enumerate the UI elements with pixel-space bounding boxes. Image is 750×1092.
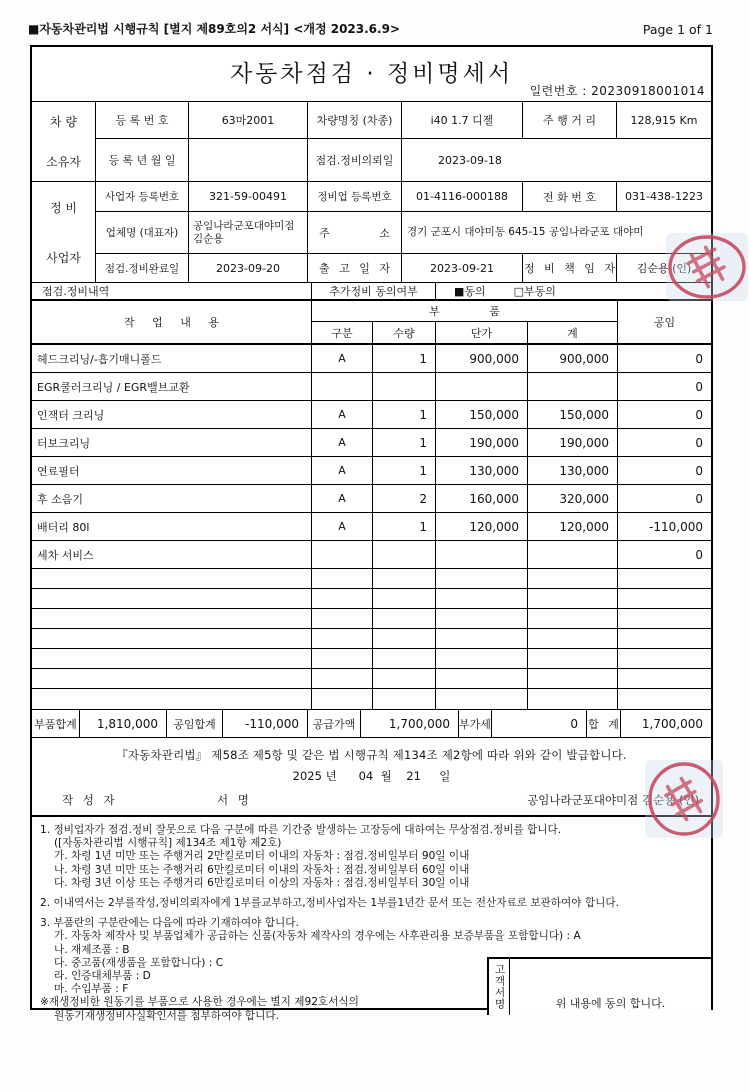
work-unit-price: 900,000 xyxy=(436,345,528,372)
note-1: 1. 정비업자가 점검.정비 잘못으로 다음 구분에 따른 기간중 발생하는 고장등에 대하여는 무상점검.정비를 합니다. xyxy=(40,824,562,836)
manager-value: 김순용 (인) xyxy=(636,262,692,275)
work-unit-price xyxy=(436,373,528,400)
shop-label-top: 정 비 xyxy=(50,200,77,215)
work-name: 세차 서비스 xyxy=(32,541,312,568)
work-total: 120,000 xyxy=(528,513,618,540)
signature-label: 고객서명 xyxy=(489,959,510,1015)
note-1-ref: ([자동차관리법 시행규칙] 제134조 제1항 제2호) xyxy=(54,837,282,850)
work-unit-price: 150,000 xyxy=(436,401,528,428)
vat-label: 부가세 xyxy=(459,710,492,737)
serial-number: 일련번호 : 20230918001014 xyxy=(529,84,705,98)
complete-date-value: 2023-09-20 xyxy=(189,254,308,282)
work-labor: 0 xyxy=(695,547,703,562)
qty-col-header: 수량 xyxy=(373,322,436,343)
work-unit-price xyxy=(436,541,528,568)
empty-work-row xyxy=(32,569,711,589)
biz-no-value: 321-59-00491 xyxy=(189,182,308,211)
work-qty: 1 xyxy=(373,457,436,484)
disagree-checkbox: □부동의 xyxy=(513,285,556,298)
work-type: A xyxy=(312,345,373,372)
agree-checkbox: ■동의 xyxy=(454,285,486,298)
company-value: 공임나라군포대야미점 김순용 xyxy=(189,212,308,253)
parts-col-header: 부 품 xyxy=(312,301,617,322)
issue-date: 2025 년 04 월 21 일 xyxy=(292,769,451,783)
note-3-item: 나. 재제조품 : B xyxy=(54,943,130,956)
phone-value: 031-438-1223 xyxy=(625,190,703,203)
top-meta-row xyxy=(28,20,713,37)
vehicle-row-1 xyxy=(96,102,711,139)
notes-box xyxy=(32,815,711,1022)
form-outer-box xyxy=(30,45,713,1022)
empty-work-row xyxy=(32,649,711,669)
shop-row-1 xyxy=(96,182,711,212)
reg-date-value xyxy=(189,139,308,181)
work-labor: -110,000 xyxy=(649,519,703,534)
work-qty: 1 xyxy=(373,345,436,372)
work-row xyxy=(32,541,711,569)
work-type: A xyxy=(312,457,373,484)
request-date-label: 점검.정비의뢰일 xyxy=(308,139,402,181)
issue-block xyxy=(32,738,711,815)
seal-stamp-icon xyxy=(666,233,748,301)
company-label: 업체명 (대표자) xyxy=(96,212,189,253)
document-title: 자동차점검 · 정비명세서 xyxy=(229,61,514,87)
empty-work-row xyxy=(32,669,711,689)
issue-writer-row xyxy=(32,792,711,808)
parts-total-label: 부품합계 xyxy=(32,710,80,737)
work-total: 320,000 xyxy=(528,485,618,512)
work-row xyxy=(32,485,711,513)
work-type: A xyxy=(312,485,373,512)
manager-label: 정 비 책 임 자 xyxy=(523,254,617,282)
work-unit-price: 120,000 xyxy=(436,513,528,540)
note-4a: ※재생정비한 원동기를 부품으로 사용한 경우에는 별지 제92호서식의 xyxy=(40,996,359,1009)
title-block xyxy=(32,47,711,102)
address-value: 경기 군포시 대야미동 645-15 공임나라군포 대야미 xyxy=(407,226,644,238)
complete-date-label: 점검.정비완료일 xyxy=(96,254,189,282)
address-label: 주 소 xyxy=(308,212,402,253)
consent-label: 추가정비 동의여부 xyxy=(312,283,436,299)
detail-label: 점검.정비내역 xyxy=(32,283,312,299)
work-labor: 0 xyxy=(695,351,703,366)
work-unit-price: 190,000 xyxy=(436,429,528,456)
grand-total-value: 1,700,000 xyxy=(641,716,703,731)
supply-label: 공급가액 xyxy=(308,710,361,737)
note-3: 3. 부품란의 구분란에는 다음에 따라 기재하여야 합니다. xyxy=(40,917,299,930)
model-value: i40 1.7 디젤 xyxy=(402,102,523,138)
work-table-header xyxy=(32,301,711,345)
empty-work-row xyxy=(32,609,711,629)
issue-statement: 『자동차관리법』 제58조 제5항 및 같은 법 시행규칙 제134조 제2항에 따라 위와 같이 발급합니다. xyxy=(116,748,627,762)
shop-row-3 xyxy=(96,254,711,282)
shop-section-label xyxy=(32,182,96,282)
work-type: A xyxy=(312,401,373,428)
vehicle-owner-section xyxy=(32,102,711,182)
work-labor: 0 xyxy=(695,435,703,450)
mileage-label: 주 행 거 리 xyxy=(523,102,617,138)
work-name: 배터리 80l xyxy=(32,513,312,540)
empty-work-row xyxy=(32,689,711,709)
note-2: 2. 이내역서는 2부를작성,정비의뢰자에게 1부를교부하고,정비사업자는 1부를1년간 문서 또는 전산자료로 보관하여야 합니다. xyxy=(40,897,619,910)
signature-area xyxy=(510,959,711,1015)
mileage-value: 128,915 Km xyxy=(630,113,698,127)
work-row xyxy=(32,401,711,429)
work-name: 연료필터 xyxy=(32,457,312,484)
work-name: 터보크리닝 xyxy=(32,429,312,456)
release-date-label: 출 고 일 자 xyxy=(308,254,402,282)
work-row xyxy=(32,457,711,485)
labor-total-value: -110,000 xyxy=(223,710,308,737)
seal-stamp-icon xyxy=(645,760,723,838)
note-1-item: 다. 차령 3년 이상 또는 주행거리 6만킬로미터 이상의 자동차 : 점검.정비일부터 30일 이내 xyxy=(54,876,470,889)
labor-total-label: 공임합계 xyxy=(167,710,223,737)
work-total: 130,000 xyxy=(528,457,618,484)
work-labor: 0 xyxy=(695,491,703,506)
work-total xyxy=(528,373,618,400)
labor-col-header: 공임 xyxy=(653,316,676,329)
note-1-item: 나. 차령 3년 미만 또는 주행거리 6만킬로미터 이내의 자동차 : 점검.정비일부터 60일 이내 xyxy=(54,863,470,876)
work-type: A xyxy=(312,429,373,456)
work-qty xyxy=(373,373,436,400)
work-labor: 0 xyxy=(695,407,703,422)
work-unit-price: 160,000 xyxy=(436,485,528,512)
unit-col-header: 단가 xyxy=(436,322,528,343)
type-col-header: 구분 xyxy=(312,322,373,343)
work-qty xyxy=(373,541,436,568)
work-row xyxy=(32,429,711,457)
note-3-item: 가. 자동차 제작사 및 부품업체가 공급하는 신품(자동차 제작사의 경우에는 사후관리용 보증부품을 포함합니다) : A xyxy=(54,930,581,943)
note-3-item: 다. 중고품(재생품을 포함합니다) : C xyxy=(54,956,224,969)
phone-label: 전 화 번 호 xyxy=(523,182,617,211)
seal-stamp-manager xyxy=(666,233,748,301)
shop-row-2 xyxy=(96,212,711,254)
model-label: 차량명칭 (차종) xyxy=(308,102,402,138)
work-col-header: 작 업 내 용 xyxy=(32,301,312,343)
request-date-value: 2023-09-18 xyxy=(438,153,502,167)
issuer-name: 공임나라군포대야미점 김순용 (인) xyxy=(527,793,699,807)
work-name: EGR쿨러크리닝 / EGR밸브교환 xyxy=(32,373,312,400)
shop-reg-value: 01-4116-000188 xyxy=(402,182,523,211)
empty-work-row xyxy=(32,629,711,649)
shop-section xyxy=(32,182,711,283)
page-indicator: Page 1 of 1 xyxy=(642,22,713,37)
work-name: 헤드크리닝/-흡기매니폴드 xyxy=(32,345,312,372)
work-total: 190,000 xyxy=(528,429,618,456)
work-unit-price: 130,000 xyxy=(436,457,528,484)
work-name: 인잭터 크리닝 xyxy=(32,401,312,428)
reg-no-value: 63마2001 xyxy=(189,102,308,138)
note-1-item: 가. 차령 1년 미만 또는 주행거리 2만킬로미터 이내의 자동차 : 점검.정비일부터 90일 이내 xyxy=(54,850,470,863)
detail-header-row xyxy=(32,283,711,301)
work-row xyxy=(32,513,711,541)
work-labor: 0 xyxy=(695,463,703,478)
biz-no-label: 사업자 등록번호 xyxy=(96,182,189,211)
note-3-item: 마. 수입부품 : F xyxy=(54,983,129,996)
writer-label: 작 성 자 xyxy=(62,793,115,807)
work-row xyxy=(32,345,711,373)
owner-label-bottom: 소유자 xyxy=(46,154,81,169)
grand-total-label: 합 계 xyxy=(587,710,621,737)
totals-row xyxy=(32,709,711,738)
work-type: A xyxy=(312,513,373,540)
work-type xyxy=(312,373,373,400)
form-reference: ■자동차관리법 시행규칙 [별지 제89호의2 서식] <개정 2023.6.9> xyxy=(28,22,400,36)
reg-date-label: 등 록 년 월 일 xyxy=(96,139,189,181)
work-row xyxy=(32,373,711,401)
vehicle-row-2 xyxy=(96,139,711,181)
shop-reg-label: 정비업 등록번호 xyxy=(308,182,402,211)
customer-signature-box xyxy=(487,957,711,1015)
note-4b: 원동기재생정비사실확인서를 첨부하여야 합니다. xyxy=(54,1009,280,1022)
work-qty: 2 xyxy=(373,485,436,512)
work-total xyxy=(528,541,618,568)
work-qty: 1 xyxy=(373,513,436,540)
reg-no-label: 등 록 번 호 xyxy=(96,102,189,138)
parts-total-value: 1,810,000 xyxy=(80,710,167,737)
work-total: 900,000 xyxy=(528,345,618,372)
owner-section-label xyxy=(32,102,96,181)
work-type xyxy=(312,541,373,568)
release-date-value: 2023-09-21 xyxy=(402,254,523,282)
work-qty: 1 xyxy=(373,429,436,456)
owner-label-top: 차 량 xyxy=(50,115,77,130)
work-labor: 0 xyxy=(695,379,703,394)
work-total: 150,000 xyxy=(528,401,618,428)
supply-value: 1,700,000 xyxy=(361,710,459,737)
sign-label: 서 명 xyxy=(217,793,249,807)
seal-stamp-issuer xyxy=(645,760,723,838)
work-name: 후 소음기 xyxy=(32,485,312,512)
vat-value: 0 xyxy=(492,710,587,737)
total-col-header: 계 xyxy=(567,326,578,340)
empty-work-row xyxy=(32,589,711,609)
work-qty: 1 xyxy=(373,401,436,428)
note-3-item: 라. 인증대체부품 : D xyxy=(54,970,151,983)
shop-label-bottom: 사업자 xyxy=(46,250,81,265)
consent-text: 위 내용에 동의 합니다. xyxy=(555,996,666,1010)
